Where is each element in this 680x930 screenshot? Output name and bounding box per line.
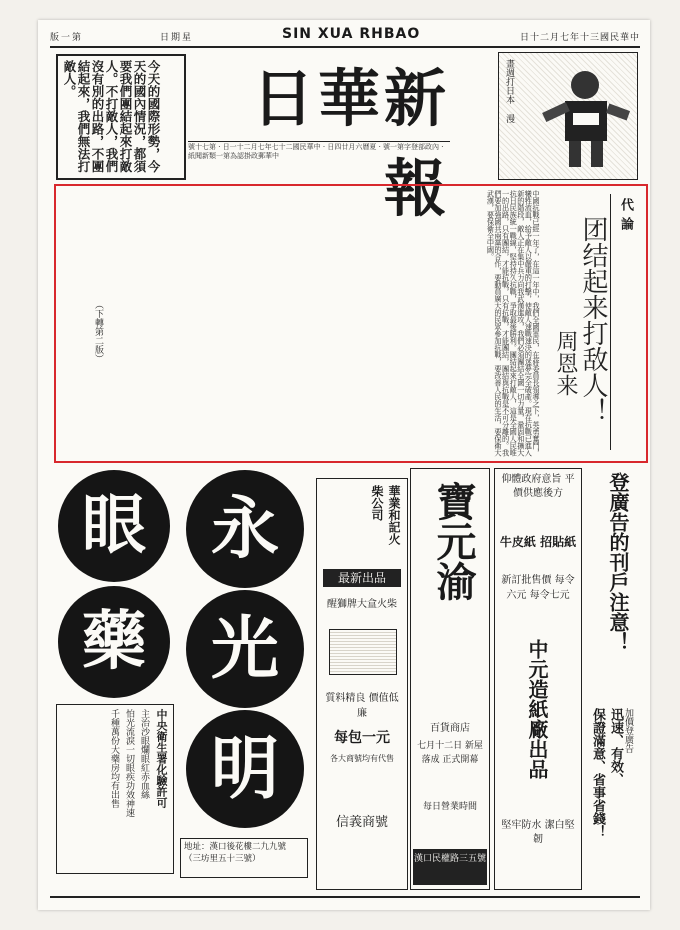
top-rule: [50, 46, 640, 48]
pf-factory: 中元造紙廠出品: [525, 639, 549, 779]
eye-drop-line-3: 怕光流淚一切眼疾功效神速: [124, 709, 134, 817]
ygm-char-2: 光: [186, 590, 304, 708]
eye-drop-char-2: 藥: [58, 586, 170, 698]
matches-contact: 信義商號: [335, 815, 388, 830]
eye-drop-line-2: 主治沙眼爛眼紅赤血絲: [139, 709, 149, 799]
slogan-box: [56, 54, 186, 180]
weekday-label: 日期星: [160, 33, 194, 43]
matches-new-product: 最新出品: [323, 569, 401, 587]
roman-title: SIN XUA RHBAO: [282, 26, 421, 42]
advertiser-notice: [586, 468, 642, 890]
matches-ad: [316, 478, 408, 890]
byy-address: 漢口民權路三五號: [413, 849, 487, 885]
masthead-info: 號十七第 · 日一十二月七年七十二國民華中 · 日四廿月六曆夏 · 號一第字登部政內 · 紙聞新類一第為認掛政郵華中: [188, 143, 444, 160]
editorial-continued: （下轉第二版）: [93, 300, 103, 363]
paper-factory-ad: [494, 468, 582, 890]
bottom-rule: [50, 896, 640, 898]
byy-hours: 每日營業時間: [422, 802, 477, 812]
eye-drop-line-4: 千種萬份大藥房均有出售: [109, 709, 119, 808]
matches-company: 華業和記火柴公司: [370, 485, 401, 545]
yong-guang-ming-ad: [180, 468, 310, 892]
matches-price: 每包一元: [334, 730, 390, 746]
pf-slogan: 仰體政府意旨 平價供應後方: [501, 474, 575, 499]
matches-note: 各大商號均有代售: [330, 754, 394, 763]
eye-drop-char-1: 眼: [58, 470, 170, 582]
page-label: 版一第: [50, 33, 84, 43]
masthead-title: 新華日報: [251, 62, 450, 225]
editorial-author: 周恩来: [553, 330, 578, 396]
byy-opening: 七月十二日 新屋落成 正式開幕: [417, 741, 483, 765]
byy-type: 百貨商店: [430, 723, 470, 734]
matches-quality: 質料精良 價值低廉: [325, 693, 399, 719]
editorial-handwritten-title: 团结起来打敌人！: [578, 216, 608, 424]
byy-name: 寶元渝: [430, 481, 477, 601]
eye-drop-ad: [56, 468, 176, 892]
pf-features: 堅牢防水 潔白堅韌: [501, 820, 575, 845]
header-bar: [50, 26, 640, 48]
editorial-title-area: [546, 190, 642, 456]
lion-logo-icon: [329, 629, 397, 675]
notice-title: 登廣告的刊戶注意！: [606, 472, 630, 652]
cartoon-label: 畫週打日本 漫: [504, 59, 514, 123]
matches-brand: 醒獅牌大盒火柴: [327, 599, 397, 610]
cartoon-figure-icon: [529, 61, 629, 171]
date-line: 日十二月七年十三國民華中: [519, 33, 640, 43]
bao-yuan-yu-ad: [410, 468, 490, 890]
ygm-char-3: 明: [186, 710, 304, 828]
notice-line-1: 加價登廣告: [623, 708, 633, 753]
pf-items: 牛皮紙 招貼紙: [499, 535, 577, 549]
editorial-text: 中國抗戰已經一年了，在這一年中，我們全國軍民，在蔣委員長領導之下，英勇奮鬥，犧牲流血，給予敵人以嚴重的打擊，使敵人速戰速決的迷夢完全破產。現在抗戰已進入新的階段，敵人正在集中兵力向我武漢進攻，我們必須團結全國一切力量，鞏固和擴大抗日民族統一戰線，堅持持久抗戰，爭取最後勝利。團結起來打敵人，這是全國人民唯一的出路，只有團結，才能抗戰，只有抗戰，才能團結，團結與抗戰是不可分離的。我們要加強國共兩黨的合作，要動員廣大的民眾參加抗戰，要改善人民的生活，要保衛大武漢，要保衛全中國。: [486, 190, 541, 456]
editorial-body: [60, 190, 540, 456]
notice-line-3: 保證滿意、省事省錢！: [590, 708, 605, 838]
masthead-rule: [188, 141, 450, 142]
slogan-text: 今天的國際形勢，今天的國內情況，都須要我們團結起來打敵人。不打敵人，我們沒有別的出路，不團結起來，我們無法打敵人。: [62, 60, 161, 173]
ygm-address: 地址：漢口後花樓二九九號: [184, 842, 287, 852]
eye-drop-line-1: 中央衛生署化驗許可: [155, 709, 168, 808]
ygm-char-1: 永: [186, 470, 304, 588]
notice-line-2: 迅速、有效、: [608, 708, 623, 786]
pf-price: 新訂批售價 每令六元 每令七元: [501, 575, 575, 601]
cartoon-box: [498, 52, 638, 180]
editorial-section-label: 代論: [618, 198, 633, 236]
ygm-branch: （三坊里五十三號）: [184, 854, 261, 864]
